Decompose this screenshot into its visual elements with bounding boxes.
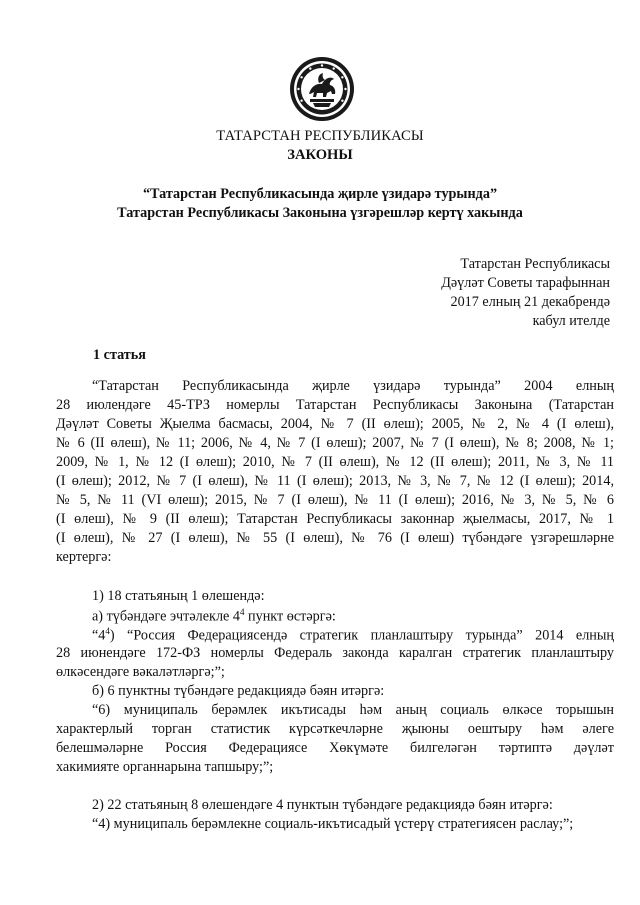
intro-line	[92, 378, 614, 397]
adoption-line-1: Татарстан Республикасы	[460, 256, 610, 272]
quote-1-text: ) “Россия Федерациясендә стратегик планлаштыру турында” 2014 елның	[109, 627, 614, 644]
intro-line-text: 28 июлендәге 45-ТРЗ номерлы Татарстан Республикасы Законына (Татарстан	[56, 397, 614, 413]
intro-line-text: № 6 (II өлеш), № 11; 2006, № 4, № 7 (I өлеш); 2007, № 7 (I өлеш), № 8; 2008, № 1;	[56, 435, 614, 451]
quote-1-open: “4	[92, 627, 106, 644]
law-subject-line-1: “Татарстан Республикасында җирле үзидарә турында”	[142, 186, 498, 202]
article-heading: 1 статья	[93, 347, 146, 363]
item-1a-sup: 4	[239, 607, 245, 617]
republic-heading: ТАТАРСТАН РЕСПУБЛИКАСЫ	[216, 128, 424, 144]
intro-line-text: 2009, № 1, № 12 (I өлеш); 2010, № 7 (II өлеш), № 12 (II өлеш); 2011, № 3, № 11	[56, 454, 614, 470]
law-subject-line-2: Татарстан Республикасы Законына үзгәрешләр кертү хакында	[117, 205, 523, 221]
quote-2-line: хакимияте органнарына тапшыру;”;	[56, 759, 274, 775]
intro-line	[56, 473, 614, 492]
intro-line	[56, 511, 614, 530]
adoption-date: 2017 елның 21 декабрендә	[450, 294, 610, 310]
intro-line	[56, 492, 614, 511]
item-1a-text-end: пункт өстәргә:	[244, 608, 336, 625]
quote-1-line	[92, 626, 614, 645]
adoption-line-4: кабул ителде	[532, 313, 610, 329]
item-2-title: 2) 22 статьяның 8 өлешендәге 4 пунктын түбәндәге редакциядә бәян итәргә:	[92, 797, 553, 813]
intro-line-text: (I өлеш), № 27 (I өлеш), № 55 (I өлеш), № 76 (I өлеш) түбәндәге үзгәрешләрне	[56, 530, 614, 546]
intro-line	[56, 397, 614, 416]
intro-line	[56, 435, 614, 454]
intro-line-text: Дәүләт Советы Җыелма басмасы, 2004, № 7 (II өлеш); 2005, № 2, № 4 (I өлеш),	[56, 416, 614, 432]
quote-2-line	[56, 740, 614, 759]
quote-2-line	[56, 721, 614, 740]
coat-of-arms-seal-icon	[289, 56, 355, 122]
quote-1-line-text	[92, 626, 614, 645]
intro-line	[56, 416, 614, 435]
item-1a-text: а) түбәндәге эчтәлекле 4	[92, 608, 240, 625]
quote-1-line: өлкәсендәге вәкаләтләргә;”;	[56, 664, 225, 680]
intro-line-text: № 5, № 11 (VI өлеш); 2015, № 7 (I өлеш), № 11 (I өлеш); 2016, № 3, № 5, № 6	[56, 492, 614, 508]
item-1a	[92, 607, 614, 626]
quote-1-line	[56, 645, 614, 664]
quote-2-line-text: характерлый торган статистик күрсәткечләрне җыюны оештыру һәм әлеге	[56, 721, 614, 737]
item-1b: б) 6 пунктны түбәндәге редакциядә бәян итәргә:	[92, 683, 385, 699]
quote-2-line-text: “6) муниципаль берәмлек икътисады һәм аның социаль өлкәсе торышын	[92, 702, 614, 718]
law-heading: ЗАКОНЫ	[287, 147, 353, 163]
intro-line	[56, 530, 614, 549]
intro-line-text: (I өлеш); 2012, № 7 (I өлеш), № 11 (I өлеш); 2013, № 3, № 7, № 12 (I өлеш); 2014,	[56, 473, 614, 489]
quote-1-line-text: 28 июнендәге 172-ФЗ номерлы Федераль законда каралган стратегик планлаштыру	[56, 645, 614, 661]
quote-2-line	[92, 702, 614, 721]
quote-1-sup: 4	[105, 626, 110, 636]
item-1-title: 1) 18 статьяның 1 өлешендә:	[92, 588, 265, 604]
intro-line	[56, 454, 614, 473]
adoption-line-2: Дәүләт Советы тарафыннан	[441, 275, 610, 291]
quote-2-line-text: белешмәләрне Россия Федерациясе Хөкүмәте билгеләгән тәртиптә дәүләт	[56, 740, 614, 756]
intro-line: кертергә:	[56, 549, 112, 565]
intro-line-text: “Татарстан Республикасында җирле үзидарә турында” 2004 елның	[92, 378, 614, 394]
intro-line-text: (I өлеш), № 9 (II өлеш); Татарстан Республикасы законнар җыелмасы, 2017, № 1	[56, 511, 614, 527]
quote-3-line: “4) муниципаль берәмлекне социаль-икътисадый үстерү стратегиясен раслау;”;	[92, 816, 574, 832]
